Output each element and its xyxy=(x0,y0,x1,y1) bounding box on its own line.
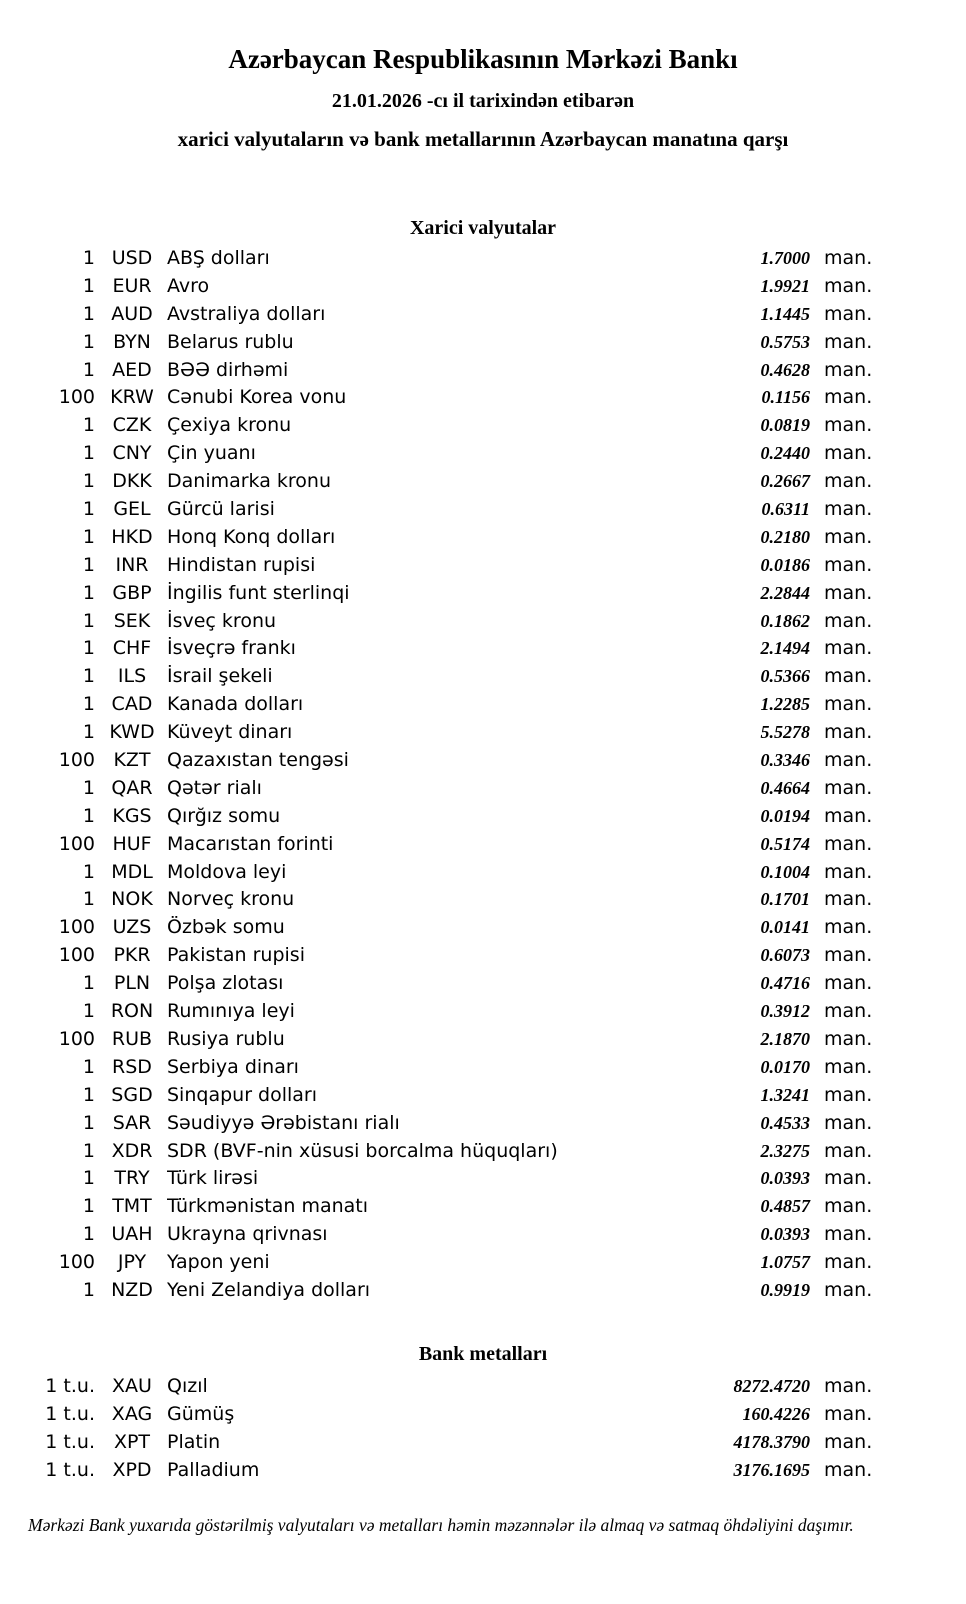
unit-label: man. xyxy=(824,1083,873,1106)
currency-code: KGS xyxy=(112,804,152,827)
currency-name: İngilis funt sterlinqi xyxy=(167,581,350,604)
rate-value: 0.0393 xyxy=(760,1224,810,1245)
currency-rate-row xyxy=(0,1056,880,1084)
unit-label: man. xyxy=(824,693,873,716)
amount-cell: 1 xyxy=(82,1111,95,1134)
currency-rate-table xyxy=(0,247,966,1307)
currency-code: CAD xyxy=(111,693,153,716)
currency-code: PLN xyxy=(113,972,151,995)
currency-rate-row xyxy=(0,972,880,1000)
rate-value: 0.0393 xyxy=(760,1168,810,1189)
amount-cell: 1 xyxy=(82,888,95,911)
amount-cell: 1 xyxy=(82,637,95,660)
amount-cell: 100 xyxy=(58,749,95,772)
currency-rate-row xyxy=(0,1112,880,1140)
amount-cell: 1 xyxy=(82,665,95,688)
amount-cell: 1 xyxy=(82,247,95,269)
currency-name: Ukrayna qrivnası xyxy=(167,1223,328,1246)
rate-value: 0.1156 xyxy=(761,387,810,408)
unit-label: man. xyxy=(824,1055,873,1078)
unit-label: man. xyxy=(824,888,873,911)
amount-cell: 1 xyxy=(82,860,95,883)
currency-code: CZK xyxy=(112,414,152,437)
rate-value: 0.2667 xyxy=(760,471,810,492)
currency-rate-row xyxy=(0,861,880,889)
currency-code: HUF xyxy=(112,832,152,855)
currency-rate-row xyxy=(0,944,880,972)
unit-label: man. xyxy=(824,860,873,883)
currency-code: GBP xyxy=(112,581,152,604)
amount-cell: 1 xyxy=(82,1055,95,1078)
rate-value: 0.6073 xyxy=(760,945,810,966)
currency-name: Qırğız somu xyxy=(167,804,281,827)
rate-value: 0.5174 xyxy=(760,833,810,854)
rate-value: 5.5278 xyxy=(760,722,810,743)
currency-name: Türkmənistan manatı xyxy=(167,1195,369,1218)
currency-code: XDR xyxy=(111,1139,153,1162)
currency-code: DKK xyxy=(112,470,152,493)
currency-name: Norveç kronu xyxy=(167,888,295,911)
amount-cell: 1 t.u. xyxy=(45,1374,95,1397)
unit-label: man. xyxy=(824,1402,873,1425)
rate-value: 0.6311 xyxy=(761,499,810,520)
currency-name: Serbiya dinarı xyxy=(167,1055,299,1078)
currency-code: MDL xyxy=(111,860,153,883)
rate-value: 2.1494 xyxy=(760,638,810,659)
currency-rate-row xyxy=(0,1167,880,1195)
unit-label: man. xyxy=(824,358,873,381)
currency-rate-row xyxy=(0,665,880,693)
currency-name: İsveç kronu xyxy=(167,609,277,632)
unit-label: man. xyxy=(824,1278,873,1301)
rate-value: 0.3912 xyxy=(760,1001,810,1022)
amount-cell: 1 xyxy=(82,1278,95,1301)
unit-label: man. xyxy=(824,247,873,269)
unit-label: man. xyxy=(824,1000,873,1023)
amount-cell: 1 xyxy=(82,274,95,297)
amount-cell: 100 xyxy=(58,944,95,967)
unit-label: man. xyxy=(824,609,873,632)
unit-label: man. xyxy=(824,1195,873,1218)
currency-name: Moldova leyi xyxy=(167,860,287,883)
rate-value: 160.4226 xyxy=(742,1403,810,1424)
currency-code: CNY xyxy=(112,442,152,465)
currency-name: Küveyt dinarı xyxy=(167,721,293,744)
unit-label: man. xyxy=(824,749,873,772)
unit-label: man. xyxy=(824,1374,873,1397)
section-title-metals: Bank metalları xyxy=(418,1342,548,1365)
currency-rate-row xyxy=(0,303,880,331)
currency-rate-row xyxy=(0,888,880,916)
currency-code: HKD xyxy=(111,525,153,548)
unit-label: man. xyxy=(824,637,873,660)
metal-rate-row xyxy=(0,1431,880,1459)
amount-cell: 100 xyxy=(58,1027,95,1050)
currency-name: BƏƏ dirhəmi xyxy=(167,358,289,381)
currency-rate-row xyxy=(0,442,880,470)
currency-name: Yeni Zelandiya dolları xyxy=(167,1278,371,1301)
currency-rate-row xyxy=(0,1140,880,1168)
currency-name: Türk lirəsi xyxy=(167,1167,259,1190)
unit-label: man. xyxy=(824,1167,873,1190)
unit-label: man. xyxy=(824,1139,873,1162)
currency-code: AED xyxy=(112,358,152,381)
currency-rate-row xyxy=(0,610,880,638)
amount-cell: 1 t.u. xyxy=(45,1402,95,1425)
amount-cell: 1 xyxy=(82,721,95,744)
currency-name: Macarıstan forinti xyxy=(167,832,334,855)
currency-code: AUD xyxy=(111,302,153,325)
amount-cell: 100 xyxy=(58,916,95,939)
unit-label: man. xyxy=(824,1111,873,1134)
currency-rate-row xyxy=(0,1223,880,1251)
unit-label: man. xyxy=(824,274,873,297)
metal-rate-table xyxy=(0,1375,966,1487)
unit-label: man. xyxy=(824,553,873,576)
rate-value: 0.2440 xyxy=(760,443,810,464)
currency-code: XAU xyxy=(112,1374,152,1397)
currency-code: PKR xyxy=(113,944,151,967)
unit-label: man. xyxy=(824,916,873,939)
currency-rate-row xyxy=(0,777,880,805)
unit-label: man. xyxy=(824,498,873,521)
currency-name: Platin xyxy=(167,1430,221,1453)
effective-date-line: 21.01.2026 -cı il tarixindən etibarən xyxy=(331,90,635,112)
rate-value: 0.0170 xyxy=(760,1056,810,1077)
currency-code: UZS xyxy=(112,916,152,939)
rate-value: 1.0757 xyxy=(760,1252,810,1273)
currency-name: Polşa zlotası xyxy=(167,972,284,995)
currency-name: Pakistan rupisi xyxy=(167,944,305,967)
amount-cell: 1 xyxy=(82,414,95,437)
currency-code: RUB xyxy=(111,1027,153,1050)
unit-label: man. xyxy=(824,1458,873,1481)
currency-rate-row xyxy=(0,1279,880,1307)
unit-label: man. xyxy=(824,470,873,493)
currency-code: INR xyxy=(115,553,149,576)
amount-cell: 1 xyxy=(82,776,95,799)
amount-cell: 1 xyxy=(82,693,95,716)
currency-rate-row xyxy=(0,637,880,665)
currency-name: Cənubi Korea vonu xyxy=(167,386,347,409)
unit-label: man. xyxy=(824,665,873,688)
currency-code: ILS xyxy=(117,665,147,688)
currency-name: Belarus rublu xyxy=(167,330,294,353)
currency-code: QAR xyxy=(111,776,153,799)
currency-name: Gümüş xyxy=(167,1402,235,1425)
currency-code: TMT xyxy=(112,1195,152,1218)
rate-value: 1.9921 xyxy=(760,275,810,296)
unit-label: man. xyxy=(824,1251,873,1274)
unit-label: man. xyxy=(824,1027,873,1050)
unit-label: man. xyxy=(824,972,873,995)
amount-cell: 1 t.u. xyxy=(45,1458,95,1481)
amount-cell: 1 xyxy=(82,525,95,548)
currency-name: Yapon yeni xyxy=(167,1251,270,1274)
rate-value: 0.3346 xyxy=(760,750,810,771)
unit-label: man. xyxy=(824,1223,873,1246)
page-title: Azərbaycan Respublikasının Mərkəzi Bankı xyxy=(228,44,738,74)
rate-value: 0.9919 xyxy=(760,1279,810,1300)
unit-label: man. xyxy=(824,721,873,744)
currency-name: Sinqapur dolları xyxy=(167,1083,318,1106)
rate-value: 1.2285 xyxy=(760,694,810,715)
currency-name: İsveçrə frankı xyxy=(167,637,296,660)
currency-rate-row xyxy=(0,1195,880,1223)
unit-label: man. xyxy=(824,776,873,799)
currency-rate-row xyxy=(0,1000,880,1028)
currency-rate-row xyxy=(0,331,880,359)
rate-value: 4178.3790 xyxy=(733,1431,810,1452)
unit-label: man. xyxy=(824,832,873,855)
rate-value: 0.4664 xyxy=(760,777,810,798)
metal-rate-row xyxy=(0,1459,880,1487)
metal-rate-row xyxy=(0,1403,880,1431)
currency-name: Palladium xyxy=(167,1458,260,1481)
currency-name: Gürcü larisi xyxy=(167,498,275,521)
currency-rate-row xyxy=(0,275,880,303)
currency-name: Çexiya kronu xyxy=(167,414,292,437)
currency-code: SAR xyxy=(112,1111,152,1134)
currency-name: Avstraliya dolları xyxy=(167,302,326,325)
amount-cell: 1 xyxy=(82,358,95,381)
amount-cell: 1 xyxy=(82,581,95,604)
currency-name: Danimarka kronu xyxy=(167,470,332,493)
rate-value: 0.4857 xyxy=(760,1196,810,1217)
currency-rate-row xyxy=(0,833,880,861)
currency-name: ABŞ dolları xyxy=(167,247,270,269)
currency-name: Qazaxıstan tengəsi xyxy=(167,749,349,772)
currency-name: Avro xyxy=(167,274,210,297)
rate-value: 0.4628 xyxy=(760,359,810,380)
currency-code: XPD xyxy=(112,1458,152,1481)
amount-cell: 100 xyxy=(58,1251,95,1274)
currency-name: Özbək somu xyxy=(167,916,285,939)
rate-value: 0.0141 xyxy=(760,917,810,938)
rate-value: 0.0194 xyxy=(760,805,810,826)
amount-cell: 1 xyxy=(82,442,95,465)
amount-cell: 1 xyxy=(82,972,95,995)
currency-name: Rusiya rublu xyxy=(167,1027,285,1050)
unit-label: man. xyxy=(824,525,873,548)
currency-code: CHF xyxy=(112,637,152,660)
currency-rate-row xyxy=(0,526,880,554)
currency-rate-row xyxy=(0,805,880,833)
currency-code: GEL xyxy=(113,498,151,521)
currency-name: SDR (BVF-nin xüsusi borcalma hüquqları) xyxy=(167,1139,558,1162)
amount-cell: 1 xyxy=(82,1139,95,1162)
rate-value: 2.3275 xyxy=(760,1140,810,1161)
currency-code: EUR xyxy=(112,274,152,297)
currency-rate-row xyxy=(0,554,880,582)
amount-cell: 1 t.u. xyxy=(45,1430,95,1453)
currency-rate-row xyxy=(0,470,880,498)
unit-label: man. xyxy=(824,581,873,604)
currency-rate-row xyxy=(0,1028,880,1056)
currency-rate-row xyxy=(0,1251,880,1279)
section-title-currencies: Xarici valyutalar xyxy=(409,217,557,239)
unit-label: man. xyxy=(824,442,873,465)
currency-name: Honq Konq dolları xyxy=(167,525,336,548)
amount-cell: 1 xyxy=(82,1195,95,1218)
amount-cell: 1 xyxy=(82,1223,95,1246)
rate-value: 0.5753 xyxy=(760,331,810,352)
amount-cell: 1 xyxy=(82,553,95,576)
rate-value: 0.1004 xyxy=(760,861,810,882)
currency-rate-row xyxy=(0,386,880,414)
currency-code: JPY xyxy=(117,1251,147,1274)
currency-code: TRY xyxy=(114,1167,150,1190)
currency-name: Səudiyyə Ərəbistanı rialı xyxy=(167,1111,400,1134)
currency-code: KRW xyxy=(110,386,154,409)
currency-code: UAH xyxy=(111,1223,153,1246)
amount-cell: 1 xyxy=(82,498,95,521)
rate-value: 0.0819 xyxy=(760,415,810,436)
currency-name: Hindistan rupisi xyxy=(167,553,316,576)
unit-label: man. xyxy=(824,944,873,967)
currency-rate-row xyxy=(0,498,880,526)
amount-cell: 1 xyxy=(82,1000,95,1023)
currency-rate-row xyxy=(0,693,880,721)
unit-label: man. xyxy=(824,302,873,325)
rate-value: 0.1701 xyxy=(760,889,810,910)
unit-label: man. xyxy=(824,804,873,827)
rate-value: 0.1862 xyxy=(760,610,810,631)
rate-value: 0.5366 xyxy=(760,666,810,687)
currency-rate-row xyxy=(0,359,880,387)
currency-code: XAG xyxy=(111,1402,153,1425)
amount-cell: 1 xyxy=(82,330,95,353)
rate-value: 1.3241 xyxy=(760,1084,810,1105)
rate-value: 0.0186 xyxy=(760,554,810,575)
rate-value: 2.1870 xyxy=(760,1028,810,1049)
page-subtitle: xarici valyutaların və bank metallarının Azərbaycan manatına qarşı xyxy=(177,127,789,151)
currency-rate-row xyxy=(0,247,880,275)
currency-rate-row xyxy=(0,749,880,777)
currency-code: KWD xyxy=(109,721,155,744)
metal-rate-row xyxy=(0,1375,880,1403)
amount-cell: 1 xyxy=(82,609,95,632)
currency-code: BYN xyxy=(113,330,151,353)
currency-name: Qızıl xyxy=(167,1374,208,1397)
rate-value: 0.4716 xyxy=(760,973,810,994)
unit-label: man. xyxy=(824,1430,873,1453)
currency-code: RSD xyxy=(112,1055,152,1078)
amount-cell: 100 xyxy=(58,832,95,855)
currency-code: SEK xyxy=(113,609,151,632)
amount-cell: 100 xyxy=(58,386,95,409)
currency-name: İsrail şekeli xyxy=(167,665,273,688)
rate-value: 1.1445 xyxy=(760,303,810,324)
currency-code: KZT xyxy=(113,749,151,772)
currency-rate-row xyxy=(0,1084,880,1112)
currency-rate-row xyxy=(0,582,880,610)
exchange-rates-page xyxy=(0,42,966,1537)
currency-rate-row xyxy=(0,414,880,442)
amount-cell: 1 xyxy=(82,804,95,827)
rate-value: 0.2180 xyxy=(760,526,810,547)
rate-value: 2.2844 xyxy=(760,582,810,603)
rate-value: 8272.4720 xyxy=(733,1375,810,1396)
amount-cell: 1 xyxy=(82,470,95,493)
disclaimer-note: Mərkəzi Bank yuxarıda göstərilmiş valyutaları və metalları həmin məzənnələr ilə almaq və satmaq öhdəliyini daşımır. xyxy=(28,1515,854,1536)
amount-cell: 1 xyxy=(82,1083,95,1106)
currency-code: RON xyxy=(110,1000,154,1023)
currency-name: Çin yuanı xyxy=(167,442,256,465)
currency-rate-row xyxy=(0,721,880,749)
currency-code: NOK xyxy=(111,888,153,911)
rate-value: 3176.1695 xyxy=(733,1459,810,1480)
currency-name: Rumınıya leyi xyxy=(167,1000,295,1023)
currency-rate-row xyxy=(0,916,880,944)
rate-value: 0.4533 xyxy=(760,1112,810,1133)
currency-code: USD xyxy=(111,247,153,269)
currency-name: Qətər rialı xyxy=(167,776,262,799)
amount-cell: 1 xyxy=(82,302,95,325)
unit-label: man. xyxy=(824,386,873,409)
unit-label: man. xyxy=(824,414,873,437)
currency-code: XPT xyxy=(113,1430,151,1453)
currency-code: NZD xyxy=(111,1278,153,1301)
amount-cell: 1 xyxy=(82,1167,95,1190)
rate-value: 1.7000 xyxy=(760,248,810,268)
unit-label: man. xyxy=(824,330,873,353)
currency-code: SGD xyxy=(111,1083,153,1106)
currency-name: Kanada dolları xyxy=(167,693,304,716)
